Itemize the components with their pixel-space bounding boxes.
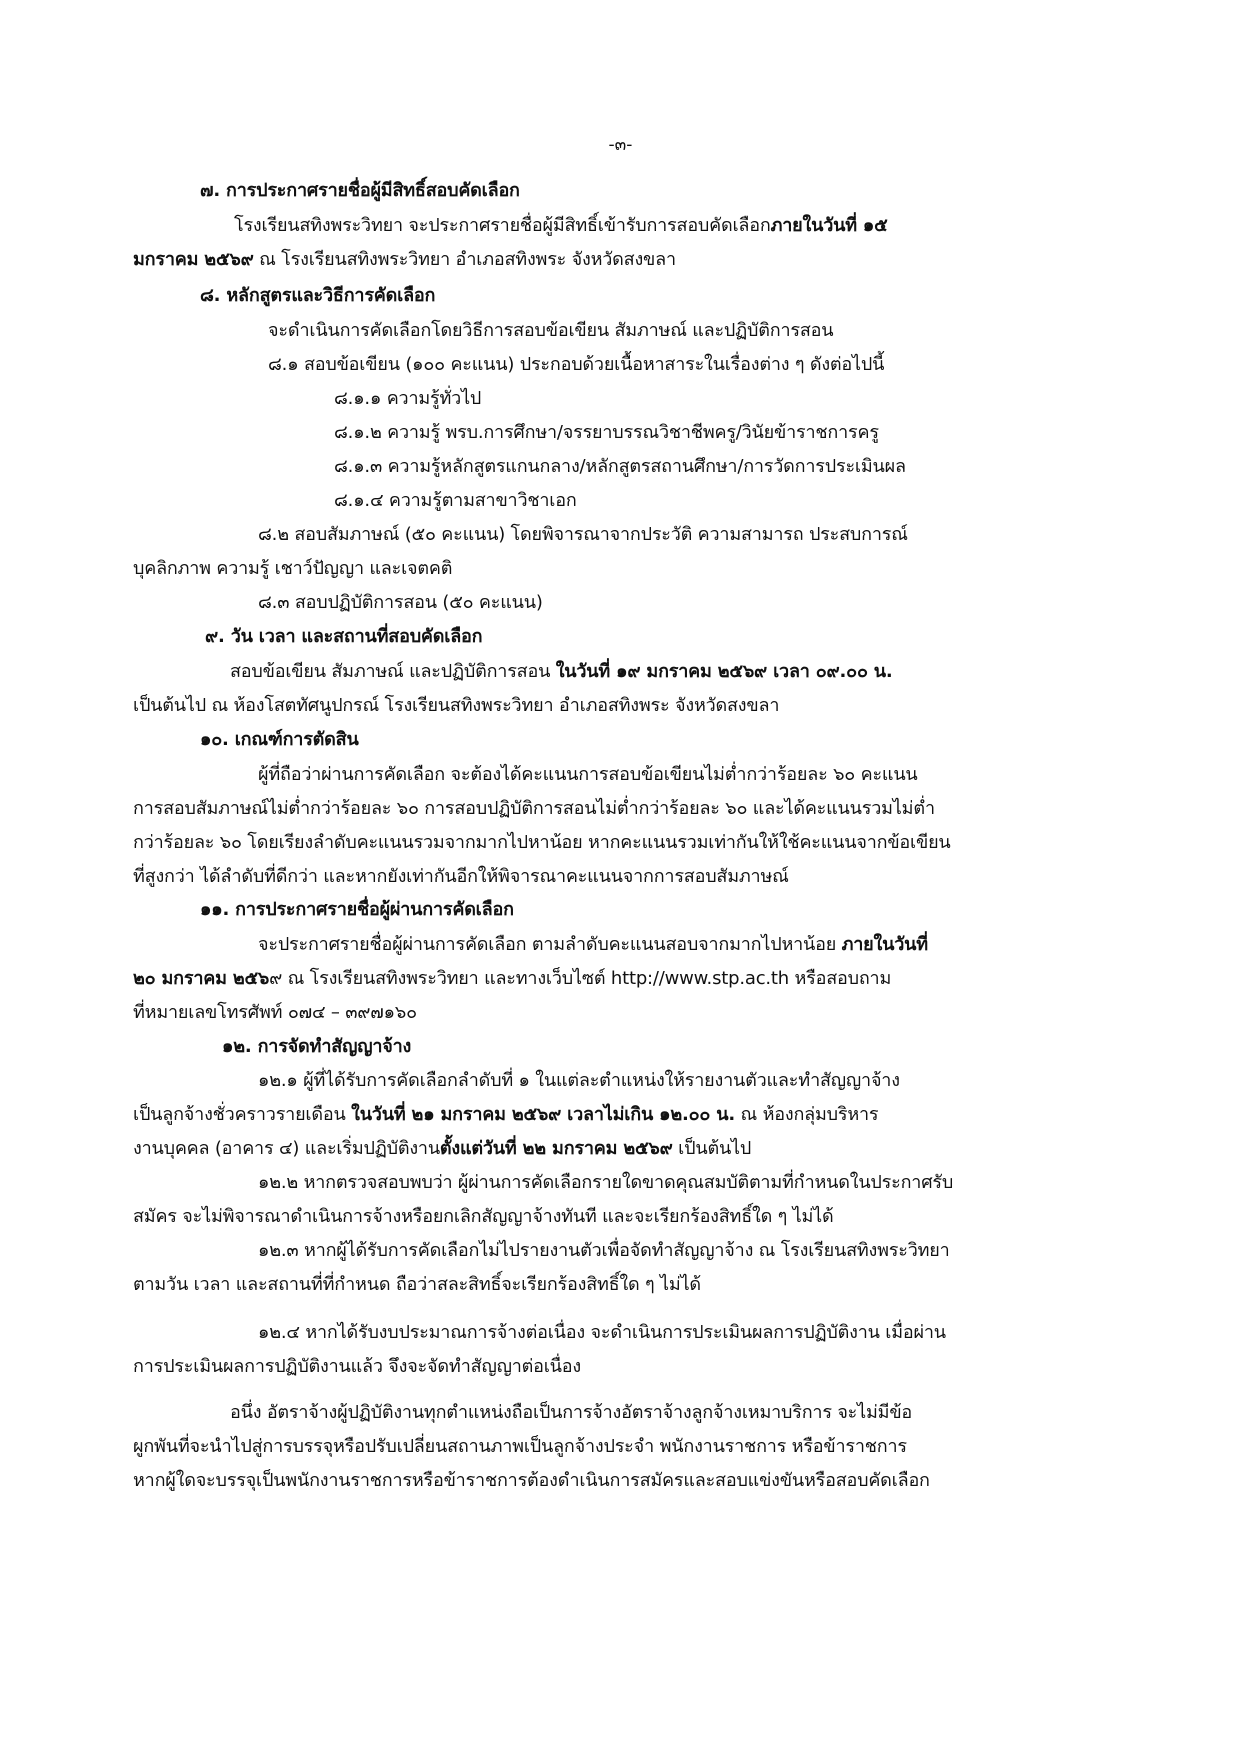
note-line-2: ผูกพันที่จะนำไปสู่การบรรจุหรือปรับเปลี่ยนสถานภาพเป็นลูกจ้างประจำ พนักงานราชการ หรือข้าราชการ [133,1436,907,1457]
section-12-3-line-2: ตามวัน เวลา และสถานที่ที่กำหนด ถือว่าสละสิทธิ์จะเรียกร้องสิทธิ์ใด ๆ ไม่ได้ [133,1274,701,1295]
section-11-heading: ๑๑. การประกาศรายชื่อผู้ผ่านการคัดเลือก [200,899,514,920]
section-8-2-line-2: บุคลิกภาพ ความรู้ เชาว์ปัญญา และเจตคติ [133,558,453,579]
section-10-line-1: ผู้ที่ถือว่าผ่านการคัดเลือก จะต้องได้คะแนนการสอบข้อเขียนไม่ต่ำกว่าร้อยละ ๖๐ คะแนน [258,764,918,785]
section-7-month-bold: มกราคม ๒๕๖๙ [133,249,254,270]
section-8-1-1: ๘.๑.๑ ความรู้ทั่วไป [334,388,482,409]
section-11-line-2 [133,966,891,992]
section-12-4-line-1: ๑๒.๔ หากได้รับงบประมาณการจ้างต่อเนื่อง จะดำเนินการประเมินผลการปฏิบัติงาน เมื่อผ่าน [258,1322,946,1343]
section-12-1-line-1: ๑๒.๑ ผู้ที่ได้รับการคัดเลือกลำดับที่ ๑ ในแต่ละตำแหน่งให้รายงานตัวและทำสัญญาจ้าง [258,1070,900,1091]
section-11-phone: ที่หมายเลขโทรศัพท์ ๐๗๔ – ๓๙๗๑๖๐ [133,1002,417,1023]
section-12-2-line-1: ๑๒.๒ หากตรวจสอบพบว่า ผู้ผ่านการคัดเลือกรายใดขาดคุณสมบัติตามที่กำหนดในประกาศรับ [258,1172,954,1193]
section-12-1-start-bold: ตั้งแต่วันที่ ๒๒ มกราคม ๒๕๖๙ [439,1138,673,1159]
section-7-line-2 [133,247,676,273]
section-12-1-line-2 [133,1102,878,1128]
section-9-text: สอบข้อเขียน สัมภาษณ์ และปฏิบัติการสอน [230,661,556,682]
section-12-1-line-3 [133,1136,751,1162]
section-10-heading: ๑๐. เกณฑ์การตัดสิน [200,729,359,750]
section-12-4-line-2: การประเมินผลการปฏิบัติงานแล้ว จึงจะจัดทำสัญญาต่อเนื่อง [133,1356,581,1377]
section-7-date-bold: ภายในวันที่ ๑๕ [770,215,888,236]
section-11-website: ๙ ณ โรงเรียนสทิงพระวิทยา และทางเว็บไซต์ http://www.stp.ac.th หรือสอบถาม [269,968,892,989]
section-10-line-2: การสอบสัมภาษณ์ไม่ต่ำกว่าร้อยละ ๖๐ การสอบปฏิบัติการสอนไม่ต่ำกว่าร้อยละ ๖๐ และได้คะแนนรวมไม่ต่ำ [133,798,935,819]
section-7-location: ณ โรงเรียนสทิงพระวิทยา อำเภอสทิงพระ จังหวัดสงขลา [253,249,676,270]
section-12-1-text: เป็นลูกจ้างชั่วคราวรายเดือน [133,1104,352,1125]
section-12-1-date-bold: ในวันที่ ๒๑ มกราคม ๒๕๖๙ เวลาไม่เกิน ๑๒.๐๐ น. [351,1104,736,1125]
section-12-heading: ๑๒. การจัดทำสัญญาจ้าง [222,1036,412,1057]
page-number: -๓- [608,135,633,155]
section-7-text: โรงเรียนสทิงพระวิทยา จะประกาศรายชื่อผู้มีสิทธิ์เข้ารับการสอบคัดเลือก [234,215,771,236]
section-8-1-3: ๘.๑.๓ ความรู้หลักสูตรแกนกลาง/หลักสูตรสถานศึกษา/การวัดการประเมินผล [334,456,906,477]
section-8-3: ๘.๓ สอบปฏิบัติการสอน (๕๐ คะแนน) [258,592,543,613]
section-8-1-4: ๘.๑.๔ ความรู้ตามสาขาวิชาเอก [334,490,577,511]
section-12-2-line-2: สมัคร จะไม่พิจารณาดำเนินการจ้างหรือยกเลิกสัญญาจ้างทันที และจะเรียกร้องสิทธิ์ใด ๆ ไม่ได้ [133,1206,834,1227]
section-8-1: ๘.๑ สอบข้อเขียน (๑๐๐ คะแนน) ประกอบด้วยเนื้อหาสาระในเรื่องต่าง ๆ ดังต่อไปนี้ [268,354,885,375]
section-9-heading: ๙. วัน เวลา และสถานที่สอบคัดเลือก [205,626,483,647]
section-9-line-1 [230,659,893,685]
section-8-1-2: ๘.๑.๒ ความรู้ พรบ.การศึกษา/จรรยาบรรณวิชาชีพครู/วินัยข้าราชการครู [334,422,879,443]
section-7-heading: ๗. การประกาศรายชื่อผู้มีสิทธิ์สอบคัดเลือก [200,180,520,201]
section-11-text: จะประกาศรายชื่อผู้ผ่านการคัดเลือก ตามลำดับคะแนนสอบจากมากไปหาน้อย [258,934,842,955]
section-12-1-room: ณ ห้องกลุ่มบริหาร [735,1104,879,1125]
section-11-date-bold: ภายในวันที่ [841,934,928,955]
section-8-2-line-1: ๘.๒ สอบสัมภาษณ์ (๕๐ คะแนน) โดยพิจารณาจากประวัติ ความสามารถ ประสบการณ์ [258,524,908,545]
section-8-intro: จะดำเนินการคัดเลือกโดยวิธีการสอบข้อเขียน สัมภาษณ์ และปฏิบัติการสอน [268,320,834,341]
section-12-1-end: เป็นต้นไป [672,1138,752,1159]
section-11-line-1 [258,932,928,958]
section-7-line-1 [234,213,888,239]
section-10-line-4: ที่สูงกว่า ได้ลำดับที่ดีกว่า และหากยังเท่ากันอีกให้พิจารณาคะแนนจากการสอบสัมภาษณ์ [133,866,789,887]
section-10-line-3: กว่าร้อยละ ๖๐ โดยเรียงลำดับคะแนนรวมจากมากไปหาน้อย หากคะแนนรวมเท่ากันให้ใช้คะแนนจากข้อเขียน [133,832,951,853]
note-line-1: อนึ่ง อัตราจ้างผู้ปฏิบัติงานทุกตำแหน่งถือเป็นการจ้างอัตราจ้างลูกจ้างเหมาบริการ จะไม่มีข้อ [230,1402,913,1423]
section-12-1-building: งานบุคคล (อาคาร ๔) และเริ่มปฏิบัติงาน [133,1138,440,1159]
section-9-datetime-bold: ในวันที่ ๑๙ มกราคม ๒๕๖๙ เวลา ๐๙.๐๐ น. [555,661,893,682]
section-12-3-line-1: ๑๒.๓ หากผู้ได้รับการคัดเลือกไม่ไปรายงานตัวเพื่อจัดทำสัญญาจ้าง ณ โรงเรียนสทิงพระวิทยา [258,1240,950,1261]
section-11-date-2-bold: ๒๐ มกราคม ๒๕๖ [133,968,270,989]
section-8-heading: ๘. หลักสูตรและวิธีการคัดเลือก [200,285,436,306]
section-9-line-2: เป็นต้นไป ณ ห้องโสตทัศนูปกรณ์ โรงเรียนสทิงพระวิทยา อำเภอสทิงพระ จังหวัดสงขลา [133,695,780,716]
note-line-3: หากผู้ใดจะบรรจุเป็นพนักงานราชการหรือข้าราชการต้องดำเนินการสมัครและสอบแข่งขันหรือสอบคัดเลือก [133,1470,930,1491]
